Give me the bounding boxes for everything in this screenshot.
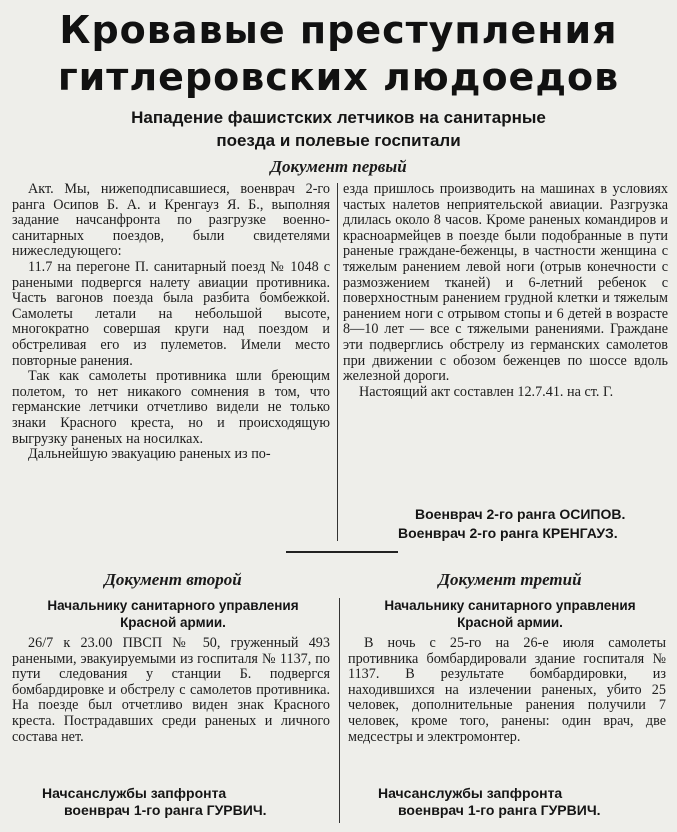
doc1-paragraph: Дальнейшую эвакуацию раненых из по- <box>28 446 271 463</box>
doc3-signature-title: Начсанслужбы запфронта <box>378 785 563 801</box>
doc1-paragraph: Акт. Мы, нижеподписавшиеся, военврач 2-го ранга Осипов Б. А. и Кренгауз Я. Б., выполняя задание начсанфронта по разгрузке военно-санитарных поездов, были свидетелями нижеследующего: <box>12 181 330 260</box>
doc3-addressee-line: Красной армии. <box>457 615 563 630</box>
doc1-paragraph: Настоящий акт составлен 12.7.41. на ст. Г. <box>359 383 614 400</box>
doc2-signature-title: Начсанслужбы запфронта <box>42 785 227 801</box>
column-divider <box>339 598 340 823</box>
doc1-signature-osipov: Военврач 2-го ранга ОСИПОВ. <box>415 506 626 522</box>
doc3-paragraph: В ночь с 25-го на 26-е июля самолеты противника бомбардировали здание госпиталя № 1137. В результате бомбардировки, из находившихся на излечении раненых, убито 25 человек, дополнительные ранения получили 7 человек, кроме того, ранены: один врач, две медсестры и электромонтер. <box>348 635 666 745</box>
doc2-addressee <box>8 597 338 631</box>
subheadline-line-2: поезда и полевые госпитали <box>216 131 461 150</box>
doc3-addressee <box>345 597 675 631</box>
doc3-title: Документ третий <box>438 570 582 589</box>
doc2-addressee-line: Начальнику санитарного управления <box>47 598 299 613</box>
doc2-addressee-line: Красной армии. <box>120 615 226 630</box>
doc2-signature-name: военврач 1-го ранга ГУРВИЧ. <box>64 802 267 818</box>
doc1-title: Документ первый <box>270 157 407 176</box>
column-divider <box>337 183 338 541</box>
doc1-paragraph: 11.7 на перегоне П. санитарный поезд № 1048 с ранеными подвергся налету авиации противника. Часть вагонов поезда была разбита бомбежкой. Самолеты летали на небольшой высоте, многократно совершая круги над поездом и обстреливая его из пулеметов. Имели место повторные ранения. <box>12 258 330 369</box>
section-divider <box>286 551 398 553</box>
doc2-body <box>12 636 330 745</box>
doc1-right-column <box>343 182 668 400</box>
doc1-signature-krengauz: Военврач 2-го ранга КРЕНГАУЗ. <box>398 525 618 541</box>
doc1-paragraph: езда пришлось производить на машинах в условиях частых налетов неприятельской авиации. Разгрузка длилась около 8 часов. Кроме раненых командиров и красноармейцев в поезде были подобранные в пути раненые граждане-беженцы, в частности женщина с тяжелым ранением левой ноги (отрыв конечности с размозжением тканей) и 6-летний ребенок с поверхностным ранением грудной клетки и тяжелым ранением ноги с отрывом стопы и 6 детей в возрасте 8—10 лет — все с тяжелыми ранениями. Граждане эти подверглись обстрелу из германских самолетов при движении с обозом беженцев по шоссе вдоль железной дороги. <box>343 181 668 385</box>
doc1-paragraph: Так как самолеты противника шли бреющим полетом, то нет никакого сомнения в том, что германские летчики отчетливо видели не только знаки Красного креста, но и происходящую выгрузку раненых на носилках. <box>12 368 330 447</box>
doc3-body <box>348 636 666 745</box>
doc2-paragraph: 26/7 к 23.00 ПВСП № 50, груженный 493 ранеными, эвакуируемыми из госпиталя № 1137, по пути следования у станции Б. подвергся бомбардировке и обстрелу с самолетов противника. На поезде был отчетливо виден знак Красного креста. Пострадавших среди раненых и личного состава нет. <box>12 635 330 745</box>
doc3-signature-name: военврач 1-го ранга ГУРВИЧ. <box>398 802 601 818</box>
headline-line-2: гитлеровских людоедов <box>57 55 620 99</box>
doc1-left-column <box>12 182 330 463</box>
doc2-title: Документ второй <box>104 570 242 589</box>
doc3-addressee-line: Начальнику санитарного управления <box>384 598 636 613</box>
headline-line-1: Кровавые преступления <box>59 8 618 52</box>
subheadline-line-1: Нападение фашистских летчиков на санитарные <box>131 108 546 127</box>
